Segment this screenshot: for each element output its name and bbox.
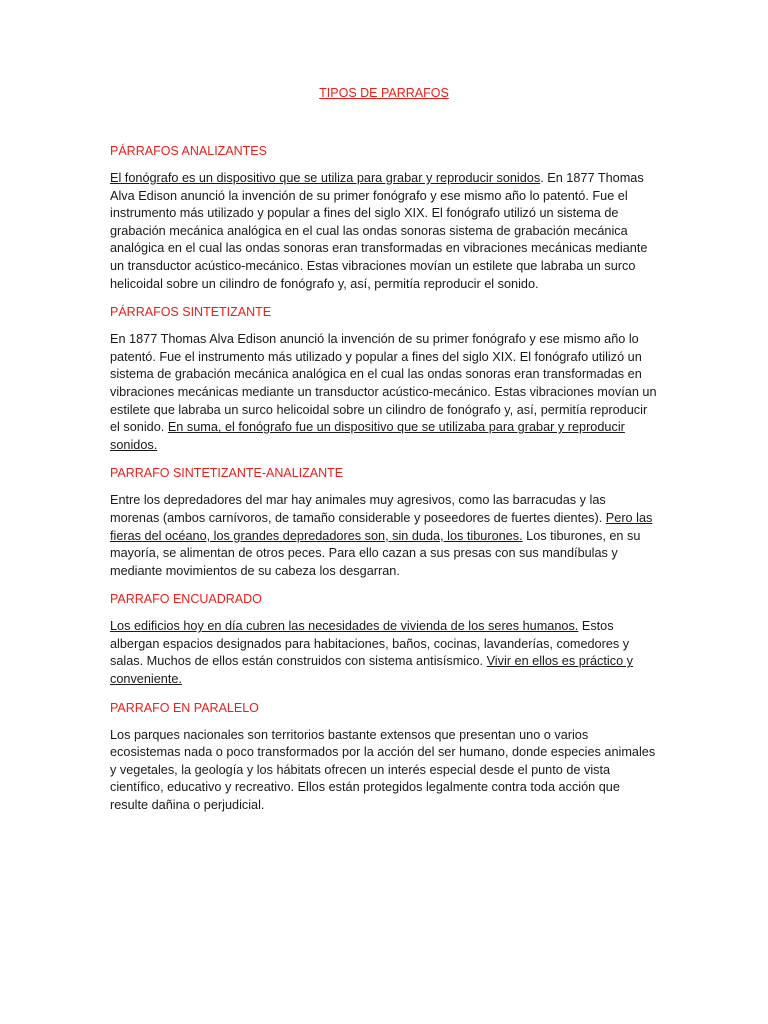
section-parrafo-en-paralelo [110,699,658,815]
paragraph-text: En 1877 Thomas Alva Edison anunció la invención de su primer fonógrafo y ese mismo año lo patentó. Fue el instrumento más utilizado y popular a fines del siglo XIX. El fonógrafo utilizó un sistema de grabación mecánica analógica en el cual las ondas sonoras eran transformadas en vibraciones mecánicas mediante un transductor acústico-mecánico. Estas vibraciones movían un estilete que labraba un surco helicoidal sobre un cilindro de fonógrafo y, así, permitía reproducir el sonido. [110,332,657,435]
section-paragraph [110,727,658,815]
paragraph-text: Estos albergan espacios designados para habitaciones, baños, cocinas, lavanderías, comedores y salas. Muchos de ellos están construidos con sistema antisísmico. [110,619,630,669]
section-heading: PARRAFO SINTETIZANTE-ANALIZANTE [110,466,344,481]
section-parrafo-sintetizante-analizante [110,464,658,580]
underlined-sentence: Pero las fieras del océano, los grandes depredadores son, sin duda, los tiburones. [110,510,653,543]
section-paragraph [110,170,658,293]
section-paragraph [110,492,658,580]
underlined-sentence: En suma, el fonógrafo fue un dispositivo que se utilizaba para grabar y reproducir sonidos. [110,420,625,452]
section-heading: PARRAFO EN PARALELO [110,700,259,715]
underlined-sentence: Los edificios hoy en día cubren las necesidades de vivienda de los seres humanos. [110,619,579,634]
underlined-sentence: Vivir en ellos es práctico y conveniente. [110,654,634,687]
section-parrafos-analizantes [110,142,658,293]
section-paragraph [110,331,658,454]
section-heading: PARRAFO ENCUADRADO [110,592,262,607]
paragraph-text: Los tiburones, en su mayoría, se alimentan de otros peces. Para ello cazan a sus presas con sus mandíbulas y mediante movimientos de su cabeza los desgarran. [110,528,641,578]
paragraph-text: Los parques nacionales son territorios bastante extensos que presentan uno o varios ecosistemas nada o poco transformados por la acción del ser humano, donde especies animales y vegetales, la geología y los hábitats ofrecen un interés especial desde el punto de vista científico, educativo y recreativo. Ellos están protegidos legalmente contra toda acción que resulte dañina o perjudicial. [110,727,656,813]
underlined-sentence: El fonógrafo es un dispositivo que se utiliza para grabar y reproducir sonidos [110,171,541,185]
section-parrafo-encuadrado [110,590,658,688]
section-parrafos-sintetizante [110,303,658,454]
section-heading: PÁRRAFOS SINTETIZANTE [110,305,272,320]
section-heading: PÁRRAFOS ANALIZANTES [110,144,267,158]
paragraph-text: . En 1877 Thomas Alva Edison anunció la invención de su primer fonógrafo y ese mismo año lo patentó. Fue el instrumento más utilizado y popular a fines del siglo XIX. El fonógrafo utilizó un sistema de grabación mecánica analógica en el cual las ondas sonoras sistema de grabación mecánica analógica en el cual las ondas sonoras eran transformadas en vibraciones mecánicas mediante un transductor acústico-mecánico. Estas vibraciones movían un estilete que labraba un surco helicoidal sobre un cilindro de fonógrafo y, así, permitía reproducir el sonido. [110,171,648,291]
paragraph-text: Entre los depredadores del mar hay animales muy agresivos, como las barracudas y las morenas (ambos carnívoros, de tamaño considerable y poseedores de fuertes dientes). [110,493,606,525]
document-title: TIPOS DE PARRAFOS [319,86,449,100]
section-paragraph [110,618,658,688]
